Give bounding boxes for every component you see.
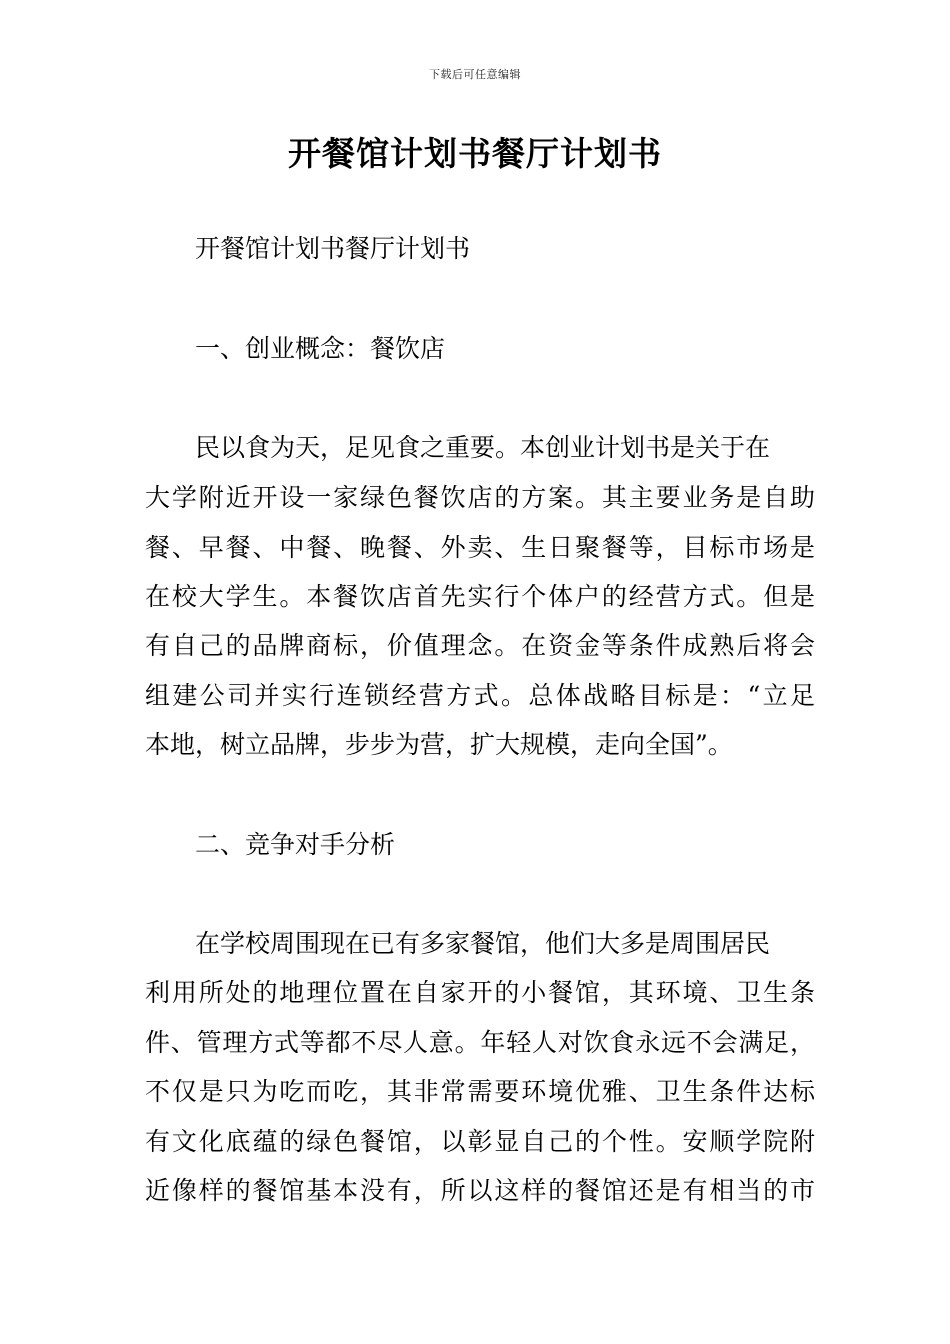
header-note: 下载后可任意编辑 — [429, 68, 521, 81]
document-subtitle: 开餐馆计划书餐厅计划书 — [195, 234, 471, 263]
document-title: 开餐馆计划书餐厅计划书 — [288, 134, 662, 173]
section-2-heading: 二、竞争对手分析 — [195, 830, 396, 859]
section-1-heading: 一、创业概念：餐饮店 — [195, 334, 446, 363]
paragraph-line: 有自己的品牌商标，价值理念。在资金等条件成熟后将会 — [145, 631, 815, 660]
paragraph-line: 民以食为天，足见食之重要。本创业计划书是关于在 — [195, 433, 771, 462]
paragraph-line: 本地，树立品牌，步步为营，扩大规模，走向全国”。 — [145, 730, 733, 759]
paragraph-line: 组建公司并实行连锁经营方式。总体战略目标是：“立足 — [145, 681, 815, 710]
paragraph-line: 件、管理方式等都不尽人意。年轻人对饮食永远不会满足， — [145, 1028, 815, 1057]
paragraph-line: 近像样的餐馆基本没有，所以这样的餐馆还是有相当的市 — [145, 1176, 815, 1205]
paragraph-line: 在学校周围现在已有多家餐馆，他们大多是周围居民 — [195, 929, 771, 958]
paragraph-line: 不仅是只为吃而吃，其非常需要环境优雅、卫生条件达标 — [145, 1077, 815, 1106]
paragraph-line: 利用所处的地理位置在自家开的小餐馆，其环境、卫生条 — [145, 978, 815, 1007]
paragraph-line: 有文化底蕴的绿色餐馆，以彰显自己的个性。安顺学院附 — [145, 1127, 815, 1156]
paragraph-line: 餐、早餐、中餐、晚餐、外卖、生日聚餐等，目标市场是 — [145, 533, 815, 562]
paragraph-line: 在校大学生。本餐饮店首先实行个体户的经营方式。但是 — [145, 582, 815, 611]
paragraph-line: 大学附近开设一家绿色餐饮店的方案。其主要业务是自助 — [145, 483, 815, 512]
